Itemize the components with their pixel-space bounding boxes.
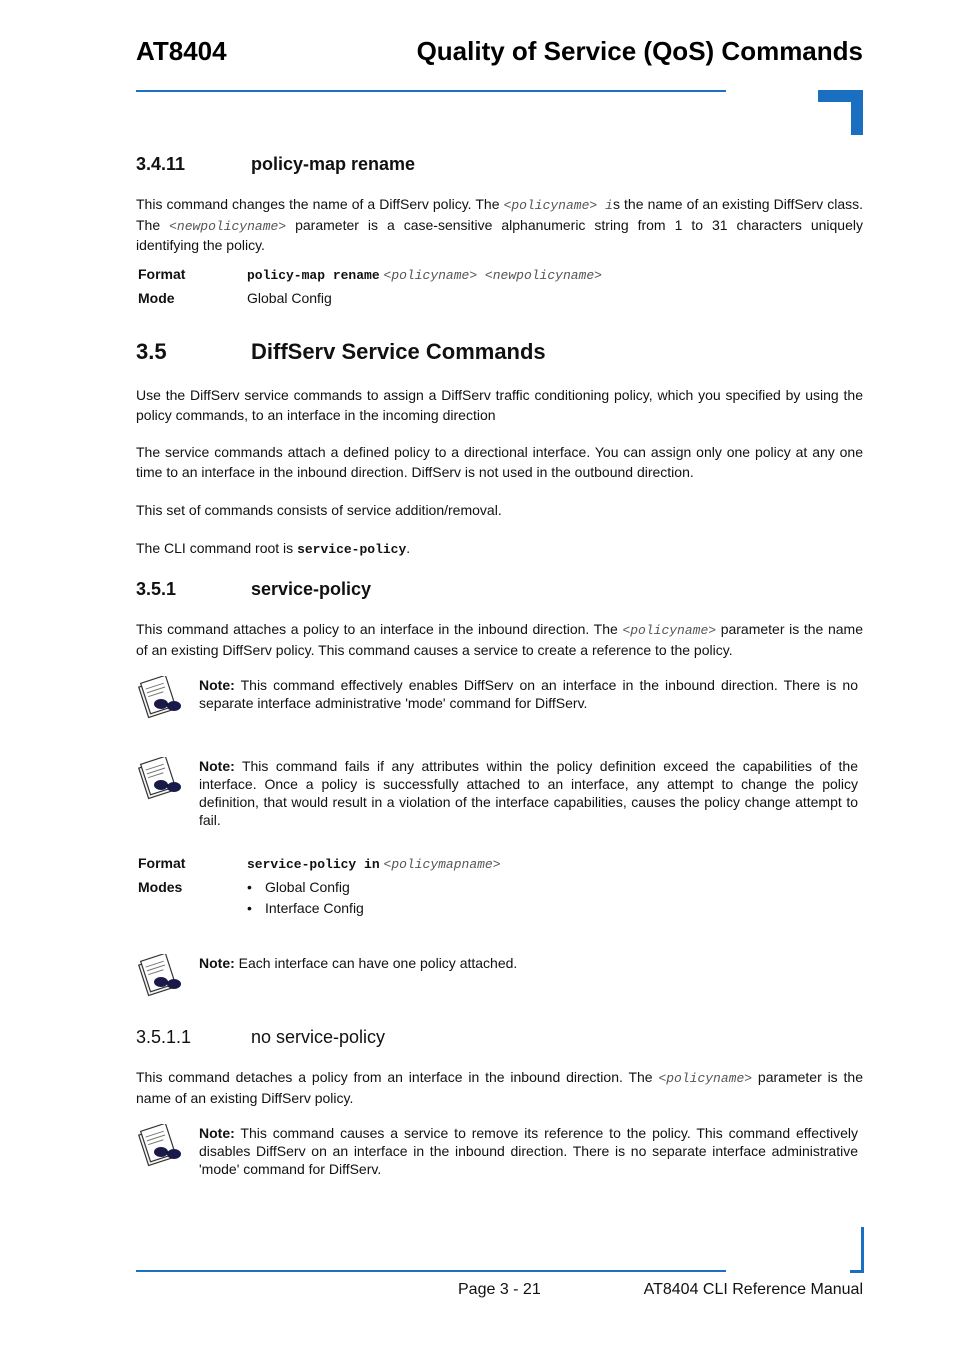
param-policyname: <policyname> i	[503, 198, 613, 213]
paragraph	[136, 195, 863, 256]
note-label: Note:	[199, 758, 235, 774]
note-text	[199, 757, 858, 829]
text: This command effectively enables DiffServ on an interface in the inbound direction. There is no separate interface administrative 'mode' command for DiffServ.	[199, 677, 858, 711]
note-icon	[137, 757, 183, 801]
section-heading-3-5-1-1	[136, 1027, 385, 1048]
paragraph: The service commands attach a defined policy to a directional interface. You can assign only one policy at any one time to an interface in the inbound direction. DiffServ is not used in the outbound direction.	[136, 444, 863, 480]
text: This command attaches a policy to an interface in the inbound direction. The	[136, 621, 623, 637]
modes-label: Modes	[138, 879, 183, 895]
param-policyname: <policyname>	[658, 1071, 753, 1086]
header-product: AT8404	[136, 36, 227, 66]
paragraph	[136, 620, 863, 660]
text: This command changes the name of a DiffServ policy. The	[136, 196, 504, 212]
format-value	[247, 266, 602, 283]
section-heading-3-4-11	[136, 154, 415, 175]
bullet: •	[247, 879, 252, 895]
format-label: Format	[138, 855, 186, 871]
note-label: Note:	[199, 677, 235, 693]
mode-value: Interface Config	[265, 900, 364, 916]
section-number: 3.5	[136, 339, 167, 364]
section-title: no service-policy	[251, 1027, 386, 1047]
param-policyname: <policyname>	[622, 623, 717, 638]
command: service-policy in	[247, 857, 380, 872]
paragraph	[136, 1068, 863, 1108]
corner-mark-bottom	[850, 1227, 864, 1273]
text: parameter is a case-sensitive alphanumeric string from 1 to 31 characters uniquely identifying the policy.	[136, 216, 863, 253]
text: parameter is the name of an existing DiffServ policy.	[136, 1069, 863, 1106]
text: parameter is the name of an existing DiffServ policy. This command causes a service to create a reference to the policy.	[136, 621, 863, 658]
note-icon	[137, 1124, 183, 1168]
mode-list-item	[247, 900, 364, 916]
text: s the name of an existing DiffServ class. The	[136, 196, 863, 233]
text: The CLI command root is	[136, 540, 298, 556]
header-rule	[136, 90, 726, 92]
text: This command fails if any attributes within the policy definition exceed the capabilities of the interface. Once a policy is successfully attached to an interface, any attempt to change the policy definition, that would result in a violation of the interface capabilities, causes the policy change attempt to fail.	[199, 758, 858, 828]
paragraph	[136, 539, 863, 560]
command-root: service-policy	[297, 542, 407, 557]
text: This command causes a service to remove its reference to the policy. This command effectively disables DiffServ on an interface in the inbound direction. There is no separate interface administrative 'mode' command for DiffServ.	[199, 1125, 858, 1177]
section-number: 3.4.11	[136, 154, 186, 174]
corner-mark-top	[818, 90, 863, 135]
format-value	[247, 855, 501, 872]
text: .	[406, 540, 411, 556]
paragraph: This set of commands consists of service addition/removal.	[136, 502, 502, 518]
note-label: Note:	[199, 1125, 235, 1141]
section-number: 3.5.1.1	[136, 1027, 192, 1047]
text: Each interface can have one policy attached.	[234, 955, 518, 971]
note-icon	[137, 954, 183, 998]
section-title: DiffServ Service Commands	[251, 339, 546, 364]
page-number: Page 3 - 21	[458, 1281, 541, 1298]
header-chapter-title: Quality of Service (QoS) Commands	[416, 36, 863, 66]
note-text	[199, 676, 858, 712]
note-text	[199, 954, 858, 972]
mode-list-item	[247, 879, 350, 895]
bullet: •	[247, 900, 252, 916]
mode-label: Mode	[138, 290, 175, 306]
section-number: 3.5.1	[136, 579, 177, 599]
mode-value: Global Config	[265, 879, 350, 895]
param-newpolicyname: <newpolicyname>	[169, 218, 287, 234]
command: policy-map rename	[247, 268, 380, 283]
paragraph: Use the DiffServ service commands to assign a DiffServ traffic conditioning policy, which you specified by using the policy commands, to an interface in the incoming direction	[136, 387, 863, 423]
text: This command detaches a policy from an interface in the inbound direction. The	[136, 1069, 659, 1085]
section-heading-3-5-1	[136, 579, 371, 600]
section-title: service-policy	[251, 579, 372, 599]
note-icon	[137, 676, 183, 720]
section-title: policy-map rename	[251, 154, 416, 174]
note-text	[199, 1124, 858, 1178]
manual-title: AT8404 CLI Reference Manual	[643, 1281, 863, 1298]
format-label: Format	[138, 266, 186, 282]
section-heading-3-5	[136, 339, 546, 365]
mode-value: Global Config	[247, 290, 332, 306]
footer-rule	[136, 1270, 726, 1272]
command-args: <policymapname>	[383, 857, 501, 872]
command-args: <policyname> <newpolicyname>	[383, 268, 602, 283]
note-label: Note:	[199, 955, 235, 971]
